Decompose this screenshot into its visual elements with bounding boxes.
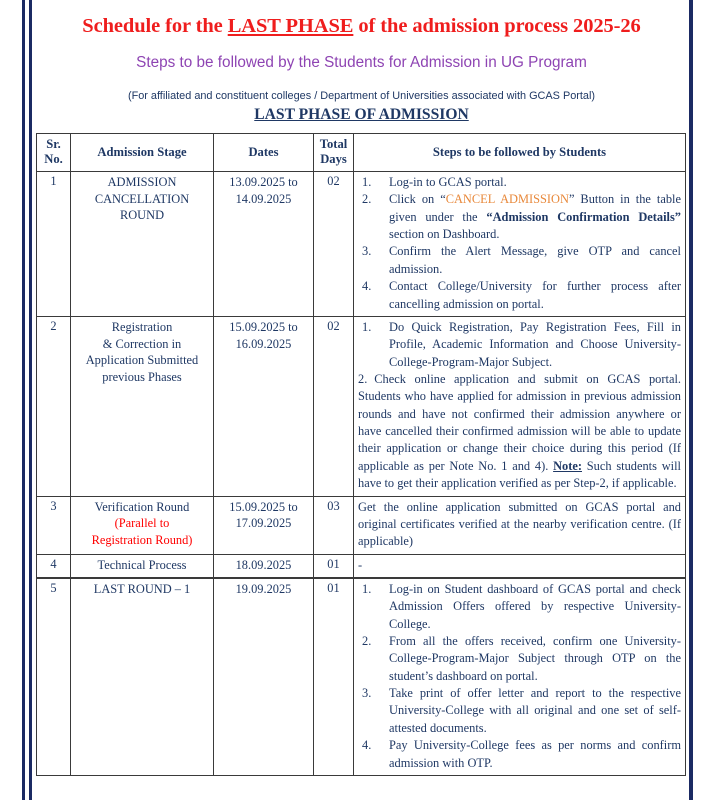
column-header-sr-no-line2: No. (44, 152, 63, 167)
page-subtitle: Steps to be followed by the Students for Admission in UG Program (136, 54, 587, 72)
stage-line: Verification Round (94, 499, 190, 514)
steps-text: Get the online application submitted on GCAS portal and original certificates verified at the nearby verification centre. (If applicable) (358, 499, 681, 549)
step-number: 2. (358, 371, 368, 386)
stage-line: LAST ROUND – 1 (93, 581, 191, 596)
row-dates (214, 578, 314, 775)
steps-list (358, 174, 681, 313)
document-header (36, 0, 687, 124)
row-admission-stage (71, 172, 214, 317)
date-line: 15.09.2025 to (229, 319, 298, 334)
steps-text: - (358, 557, 363, 572)
date-line: 14.09.2025 (235, 191, 292, 206)
step-text: Take print of offer letter and report to the respective University-College with all original and one set of self-attested documents. (389, 686, 681, 735)
row-admission-stage (71, 578, 214, 775)
row-steps (354, 316, 686, 496)
table-row (37, 578, 686, 775)
step-text: Log-in to GCAS portal. (389, 175, 507, 190)
step-item (358, 174, 681, 191)
scope-note: (For affiliated and constituent colleges / Department of Universities associated with GCAS Portal) (127, 89, 596, 102)
row-dates (214, 316, 314, 496)
row-dates (214, 172, 314, 317)
admission-schedule-table (36, 133, 686, 776)
step-item (358, 685, 681, 737)
column-header-total-days-line2: Days (320, 152, 347, 167)
row-admission-stage (71, 496, 214, 554)
step-item (358, 278, 681, 313)
step-text: Log-in on Student dashboard of GCAS portal and check Admission Offers offered by respective University-College. (389, 581, 681, 631)
row-total-days: 03 (314, 496, 354, 554)
stage-parallel-note-line2: Registration Round) (91, 532, 193, 547)
stage-line: Application Submitted (85, 353, 199, 368)
step-number: 3. (362, 244, 372, 259)
steps-list (358, 319, 681, 493)
page-frame-left-outer-rule (22, 0, 25, 800)
step-item (358, 191, 681, 243)
step-number: 1. (362, 581, 372, 596)
steps-list (358, 581, 681, 772)
row-dates (214, 496, 314, 554)
row-sr-no: 5 (37, 578, 71, 775)
table-row (37, 172, 686, 317)
note-label: Note: (553, 458, 582, 473)
row-sr-no: 4 (37, 554, 71, 578)
table-row (37, 554, 686, 578)
row-steps (354, 578, 686, 775)
column-header-steps: Steps to be followed by Students (354, 134, 686, 172)
stage-line: Technical Process (97, 557, 187, 572)
row-admission-stage (71, 316, 214, 496)
cancel-admission-highlight: CANCEL ADMISSION (445, 192, 569, 207)
step-text: From all the offers received, confirm one University-College-Program-Major Subject through OTP on the student’s dashboard on portal. (389, 634, 681, 683)
table-row (37, 316, 686, 496)
stage-line: ADMISSION (107, 175, 177, 190)
row-steps (354, 496, 686, 554)
page-title (36, 14, 687, 38)
stage-line: previous Phases (102, 369, 182, 384)
row-steps (354, 554, 686, 578)
row-sr-no: 2 (37, 316, 71, 496)
table-header-row (37, 134, 686, 172)
date-line: 13.09.2025 to (229, 175, 298, 190)
step-item (358, 633, 681, 685)
step-text-rich: Click on “CANCEL ADMISSION” Button in the table given under the “Admission Confirmation Details” section on Dashboard. (389, 192, 682, 242)
column-header-admission-stage: Admission Stage (71, 134, 214, 172)
stage-parallel-note-line1: (Parallel to (114, 516, 170, 531)
row-total-days: 01 (314, 554, 354, 578)
stage-line: CANCELLATION (94, 191, 190, 206)
page-frame-right-rule (689, 0, 693, 800)
step-item (358, 371, 681, 493)
row-sr-no: 3 (37, 496, 71, 554)
step-number: 2. (362, 192, 372, 207)
table-header (37, 134, 686, 172)
step-text: Contact College/University for further process after cancelling admission on portal. (389, 279, 681, 311)
page-frame-left-inner-rule (29, 0, 32, 800)
admission-confirmation-details-emphasis: “Admission Confirmation Details” (486, 209, 682, 224)
row-total-days: 01 (314, 578, 354, 775)
stage-line: & Correction in (102, 336, 182, 351)
column-header-dates: Dates (214, 134, 314, 172)
document-page (36, 0, 687, 800)
date-line: 15.09.2025 to (229, 499, 298, 514)
date-line: 17.09.2025 (235, 516, 292, 531)
step-number: 2. (362, 634, 372, 649)
column-header-total-days (314, 134, 354, 172)
step-text: Do Quick Registration, Pay Registration Fees, Fill in Profile, Academic Information and Choose University-College-Program-Major Subject. (389, 319, 681, 369)
step-number: 1. (362, 175, 372, 190)
column-header-sr-no (37, 134, 71, 172)
step-text: Pay University-College fees as per norms and confirm admission with OTP. (389, 738, 681, 770)
date-line: 16.09.2025 (235, 336, 292, 351)
table-body (37, 172, 686, 776)
stage-line: ROUND (119, 208, 165, 223)
step-number: 4. (362, 279, 372, 294)
step-item (358, 243, 681, 278)
step-item (358, 581, 681, 633)
column-header-sr-no-line1: Sr. (46, 137, 61, 152)
row-sr-no: 1 (37, 172, 71, 317)
step-item (358, 319, 681, 371)
row-total-days: 02 (314, 316, 354, 496)
page-title-emphasis: LAST PHASE (227, 15, 354, 37)
page-title-suffix: of the admission process 2025-26 (353, 15, 641, 37)
column-header-total-days-line1: Total (319, 137, 348, 152)
step-text: Confirm the Alert Message, give OTP and cancel admission. (389, 244, 681, 276)
step-item (358, 737, 681, 772)
step-text-rich: Check online application and submit on GCAS portal. Students who have applied for admission in previous admission rounds and have not confirmed their admission anywhere or have cancelled their confirmed admission will be able to update their application or change their choice during this period (If applicable as per Note No. 1 and 4). Note: Such students will have to get their application verified as per Step-2, if applicable. (358, 371, 681, 491)
date-line: 18.09.2025 (235, 557, 292, 572)
row-total-days: 02 (314, 172, 354, 317)
step-number: 3. (362, 686, 372, 701)
date-line: 19.09.2025 (235, 581, 292, 596)
table-row (37, 496, 686, 554)
row-dates (214, 554, 314, 578)
row-admission-stage (71, 554, 214, 578)
row-steps (354, 172, 686, 317)
step-number: 4. (362, 738, 372, 753)
page-title-prefix: Schedule for the (82, 15, 228, 37)
section-heading: LAST PHASE OF ADMISSION (254, 105, 469, 123)
step-number: 1. (362, 319, 372, 334)
stage-line: Registration (111, 319, 173, 334)
